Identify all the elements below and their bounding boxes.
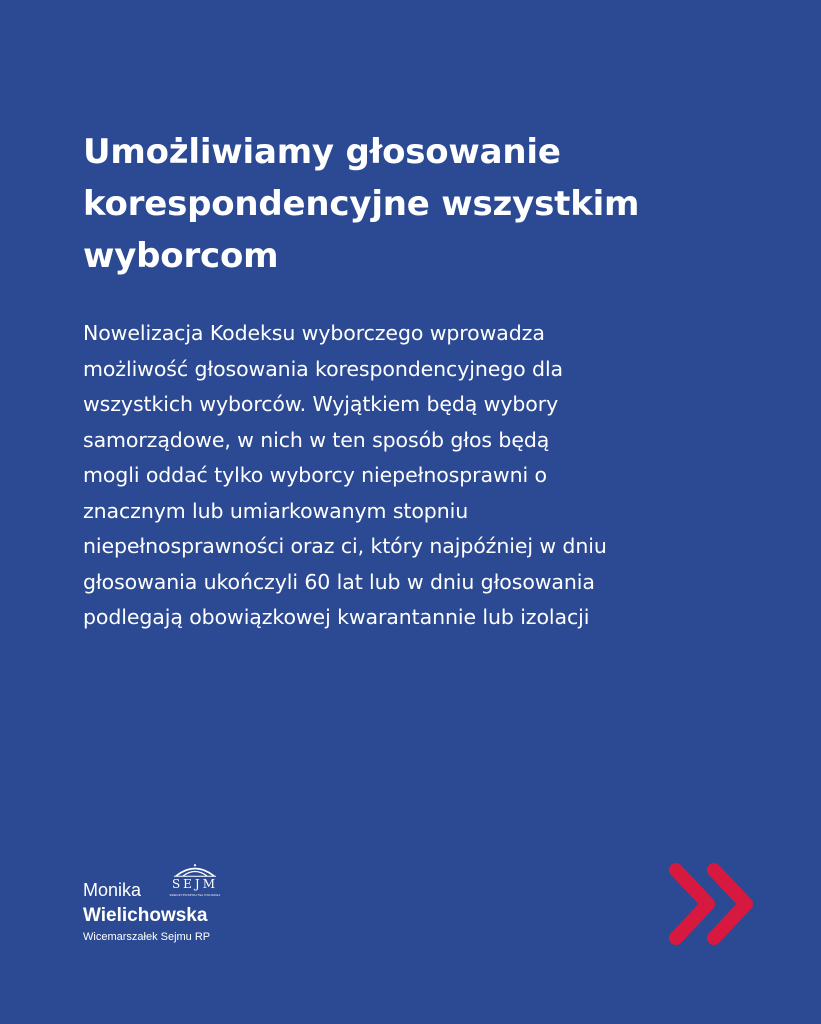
signature-role: Wicemarszałek Sejmu RP: [83, 931, 211, 943]
sejm-logo: [168, 862, 222, 902]
sejm-logo-text: SEJM: [171, 877, 219, 891]
body-line: niepełnosprawności oraz ci, który najpóźniej w dniu: [83, 534, 607, 558]
headline-line: korespondencyjne wszystkim: [83, 184, 640, 224]
body-paragraph: [83, 316, 783, 636]
sejm-building-icon: [168, 862, 222, 878]
headline-line: Umożliwiamy głosowanie: [83, 132, 561, 172]
sejm-logo-subtext: RZECZYPOSPOLITEJ POLSKIEJ: [169, 893, 221, 897]
body-line: głosowania ukończyli 60 lat lub w dniu głosowania: [83, 569, 595, 594]
body-line: znacznym lub umiarkowanym stopniu: [83, 498, 469, 523]
double-chevron-right-icon[interactable]: [664, 858, 760, 950]
body-line: mogli oddać tylko wyborcy niepełnosprawni o: [83, 463, 547, 487]
body-line: wszystkich wyborców. Wyjątkiem będą wybory: [83, 392, 559, 416]
signature-first-name: Monika: [83, 880, 142, 900]
body-line: podlegają obowiązkowej kwarantannie lub izolacji: [83, 605, 590, 629]
headline: [83, 126, 763, 282]
body-line: możliwość głosowania korespondencyjnego dla: [83, 356, 564, 381]
signature-last-name: Wielichowska: [83, 905, 208, 926]
headline-line: wyborcom: [83, 236, 279, 276]
body-line: Nowelizacja Kodeksu wyborczego wprowadza: [83, 321, 545, 345]
signature: [83, 862, 243, 952]
body-line: samorządowe, w nich w ten sposób głos będą: [83, 427, 550, 452]
